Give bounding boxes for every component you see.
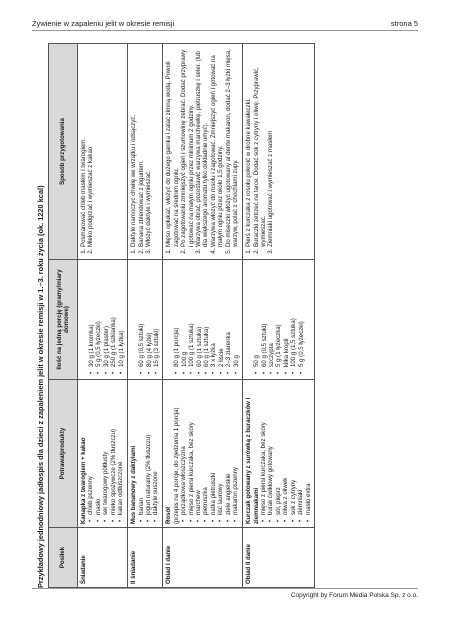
ingredient-item [225, 383, 232, 524]
quantity-item [283, 263, 290, 376]
ingredient-item [232, 383, 239, 524]
ingredient-label: natka pietruszki [209, 472, 217, 515]
dish-name: Rosół [165, 507, 173, 524]
quantity-item [218, 263, 225, 376]
ingredient-item [260, 383, 267, 524]
preparation-cell [243, 44, 315, 260]
ingredient-list [260, 383, 312, 524]
ingredient-label: masło extra [304, 483, 312, 515]
preparation-cell [128, 44, 163, 260]
quantity-label: 250 g (1 szklanka) [110, 317, 118, 367]
ingredient-item [290, 383, 297, 524]
quantity-label: kilka kropli [282, 338, 290, 367]
header-quantity: Ilość na jedną porcję (gramy/miary domowe) [49, 260, 78, 380]
ingredient-item [145, 383, 152, 524]
preparation-cell [78, 44, 128, 260]
quantity-label: 30 g (1 kromka) [88, 324, 95, 367]
ingredient-item [267, 383, 274, 524]
page-footer [32, 588, 418, 606]
quantity-item [268, 263, 275, 376]
quantity-item [181, 263, 188, 376]
quantity-item [188, 263, 195, 376]
quantity-list [253, 263, 305, 376]
quantity-label: 80 g (4 łyżki) [145, 332, 153, 367]
document-title: Żywienie w zapaleniu jelit w okresie remisji [32, 19, 175, 28]
ingredient-label: ziele angielskie [224, 473, 232, 515]
ingredient-label: pietruszka [202, 487, 210, 515]
quantity-item [173, 263, 180, 376]
ingredient-item [195, 383, 202, 524]
quantity-label: 15 g (3 sztuki) [152, 328, 160, 367]
ingredient-label: daktyle suszone [152, 471, 160, 515]
quantity-item [88, 263, 95, 376]
preparation-step: 4. Warzywa włożyć do rosołu i zagotować. Zmniejszyć ogień i gotować na małym ogniu przez około 1,5 godziny. [210, 47, 225, 247]
preparation-steps [130, 47, 152, 256]
ingredient-label: oliwa z oliwek [282, 477, 290, 515]
quantity-item [103, 263, 110, 376]
ingredient-item [188, 383, 195, 524]
quantity-label: szczypta [268, 343, 276, 367]
quantity-item [153, 263, 160, 376]
preparation-step: 3. Ziemniaki ugotować i wymieszać z masłem [267, 47, 274, 247]
copyright-text: Copyright by Forum Media Polska Sp. z o.o. [290, 592, 418, 599]
dish-cell [78, 380, 128, 528]
quantity-item [290, 263, 297, 376]
quantity-list [138, 263, 160, 376]
quantity-item [95, 263, 102, 376]
preparation-cell [163, 44, 243, 260]
ingredient-item [87, 383, 94, 524]
ingredient-item [180, 383, 187, 524]
ingredient-label: ser twarogowy półtłusty [102, 451, 110, 515]
ingredient-item [217, 383, 224, 524]
quantity-label: 60 g (1 sztuka) [203, 326, 211, 367]
meal-cell: Śniadanie [78, 528, 128, 588]
ingredient-label: porządkowa włoszczyzna [180, 446, 188, 515]
quantity-label: 60 g (0,5 sztuki) [138, 323, 146, 367]
quantity-item [233, 263, 240, 376]
header-dish: Potrawa/produkty [49, 380, 78, 528]
quantity-item [275, 263, 282, 376]
preparation-step: 3. Warzywa obrać, pozostawić warzywa marchewkę, pietruszkę i seler. (lub dla większego aromatu tylko dokładnie umyć). [195, 47, 210, 247]
preparation-step: 1. Pierś z kurczaka z rosołu pokroić w drobne kawałeczki. [245, 47, 252, 247]
quantity-item [146, 263, 153, 376]
quantity-label: 50 g [253, 355, 261, 367]
quantity-label: 10 g (1 łyżka) [117, 330, 125, 367]
quantity-label: 5 g (0,5 łyżeczki) [297, 321, 305, 367]
quantity-label: 80 g (1 porcja) [173, 327, 181, 367]
ingredient-label: marchew [195, 490, 203, 515]
dish-cell [243, 380, 315, 528]
dish-name: Mus bananowy z daktylami [130, 445, 138, 524]
header-preparation: Sposób przygotowania [49, 44, 78, 260]
ingredient-item [202, 383, 209, 524]
preparation-step: 1. Posmarować chleb masłem i twarogiem. [80, 47, 87, 247]
dish-name: Kanapka z twarogiem + kakao [80, 437, 87, 524]
ingredient-item [152, 383, 159, 524]
table-caption: Przykładowy jednodniowy jadłospis dla dzieci z zapaleniem jelit w okresie remisji w 1.–3. roku życia (ok. 1220 kcal) [36, 185, 45, 588]
meal-cell: Obiad I danie [163, 528, 243, 588]
dish-name: Kurczak gotowany z surówką z buraczków i ziemniakami [245, 397, 260, 524]
preparation-steps [165, 47, 239, 256]
ingredient-item [95, 383, 102, 524]
quantity-list [88, 263, 125, 376]
ingredient-item [305, 383, 312, 524]
table-row [78, 44, 128, 588]
preparation-step: 5. Do miseczki włożyć ugotowany al dente makaron, dodać 2–3 łyżki mięsa, warzyw, polać z chochlami zupy. [225, 47, 240, 247]
preparation-step: 2. Buraczki zetrzeć na tarce. Dodać sok z cytryny i oliwę. Przyprawić, wymieszać. [253, 47, 268, 247]
ingredient-label: sól, pieprz [274, 487, 282, 515]
ingredient-label: mleko spożywcze (2% tłuszczu) [109, 428, 117, 515]
quantity-item [210, 263, 217, 376]
preparation-step: 2. Po zagotowaniu zmniejszyć ogień i szumowinę zebrać. Dodać przyprawy i gotować na małym ogniu przez minimum 2 godziny. [180, 47, 195, 247]
quantity-list [173, 263, 240, 376]
ingredient-list [180, 383, 239, 524]
quantity-label: 100 g [180, 351, 188, 367]
meal-cell: II śniadanie [128, 528, 163, 588]
ingredient-label: sok z cytryny [289, 479, 297, 515]
ingredient-label: burak ćwikłowy gotowany [267, 446, 275, 515]
quantity-cell [128, 260, 163, 380]
ingredient-item [138, 383, 145, 524]
quantity-item [118, 263, 125, 376]
ingredient-item [110, 383, 117, 524]
quantity-label: 2–3 ziarenka [225, 332, 233, 367]
quantity-cell [78, 260, 128, 380]
quantity-cell [243, 260, 315, 380]
table-row [128, 44, 163, 588]
quantity-label: 2 liście [217, 348, 225, 367]
ingredient-label: jogurt naturalny (2% tłuszczu) [144, 434, 152, 515]
ingredient-label: mięso z piersi kurczaka, bez skóry [260, 422, 268, 515]
ingredient-list [87, 383, 124, 524]
quantity-label: 60 g (0,5 sztuki) [260, 323, 268, 367]
ingredient-item [282, 383, 289, 524]
quantity-item [203, 263, 210, 376]
page-number: strona 5 [390, 19, 418, 28]
quantity-item [253, 263, 260, 376]
table-row [163, 44, 243, 588]
table-header-row [49, 44, 78, 588]
quantity-label: 5 g (0,5 łyżeczki) [95, 321, 103, 367]
ingredient-label: makaron pszenny [232, 466, 240, 515]
preparation-step: 1. Mięso opłukać, włożyć do dużego garnka i zalać zimną wodą. Powoli zagotować na średnim ogniu. [165, 47, 180, 247]
preparation-step: 1. Daktyle namoczyć chwilę we wrzątku i odsączyć. [130, 47, 137, 247]
quantity-item [138, 263, 145, 376]
dish-description: (przepis na 4 porcje, do zjedzenia 1 porcja) [172, 407, 180, 524]
preparation-steps [80, 47, 95, 256]
quantity-item [225, 263, 232, 376]
quantity-label: 30 g (1 plaster) [102, 326, 110, 367]
ingredient-label: kakao odtłuszczone [117, 461, 125, 515]
quantity-label: 100 g (1 sztuka) [188, 323, 196, 367]
meal-plan-table [48, 43, 315, 588]
quantity-item [110, 263, 117, 376]
quantity-label: 30 g [232, 355, 240, 367]
meal-cell: Obiad II danie [243, 528, 315, 588]
ingredient-item [297, 383, 304, 524]
ingredient-label: masło [94, 498, 102, 515]
header-meal: Posiłek [49, 528, 78, 588]
dish-cell [163, 380, 243, 528]
quantity-label: 100 g (1,5 sztuka) [290, 318, 298, 367]
quantity-label: 5 g (1 łyżeczka) [275, 324, 283, 367]
quantity-label: 3 x łyżka [210, 343, 218, 367]
quantity-item [298, 263, 305, 376]
ingredient-item [117, 383, 124, 524]
quantity-item [196, 263, 203, 376]
ingredient-label: chleb pszenny [87, 476, 95, 515]
quantity-label: 60 g (1 sztuka) [195, 326, 203, 367]
preparation-step: 2. Mleko podgrzać i wymieszać z kakao [87, 47, 94, 247]
page-header [32, 10, 418, 31]
ingredient-label: mięso z piersi kurczaka, bez skóry [187, 422, 195, 515]
ingredient-item [275, 383, 282, 524]
dish-cell [128, 380, 163, 528]
ingredient-label: banan [137, 498, 145, 515]
quantity-item [261, 263, 268, 376]
rotated-table-block [34, 44, 418, 588]
quantity-cell [163, 260, 243, 380]
preparation-step: 2. Banana zblendować z jogurtem. [138, 47, 145, 247]
ingredient-list [138, 383, 160, 524]
ingredient-label: liść laurowy [217, 483, 225, 515]
ingredient-label: ziemniaki [297, 489, 305, 515]
preparation-step: 3. Włożyć daktyle i wymieszać. [145, 47, 152, 247]
ingredient-item [102, 383, 109, 524]
ingredient-item [210, 383, 217, 524]
table-row [243, 44, 315, 588]
preparation-steps [245, 47, 275, 256]
